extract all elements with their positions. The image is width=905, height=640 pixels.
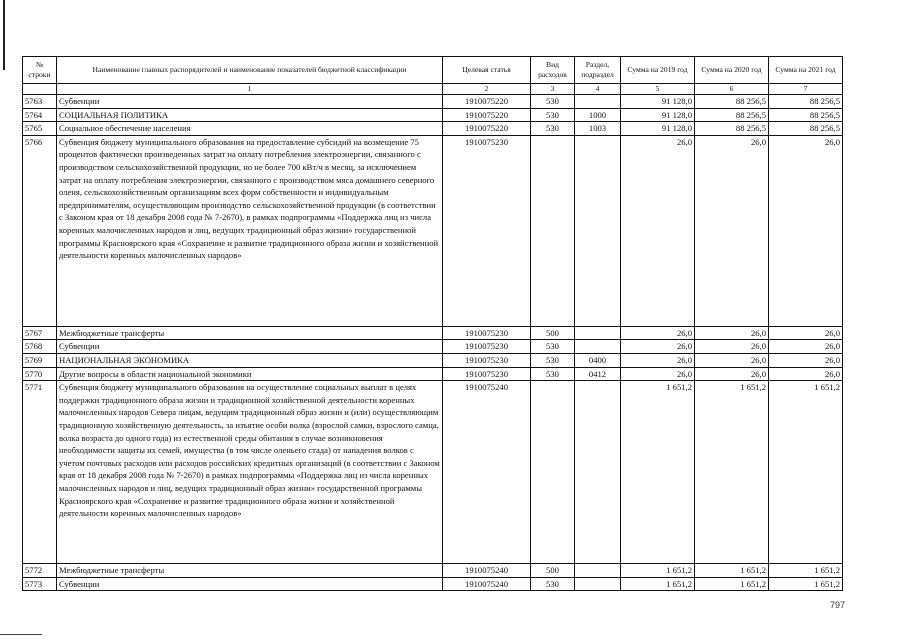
row-sum-2019: 91 128,0 [621,95,695,109]
header-section: Раздел, подраздел [575,57,621,84]
row-section [575,564,621,578]
row-sum-2021: 1 651,2 [769,564,843,578]
row-section: 0412 [575,367,621,381]
row-sum-2021: 26,0 [769,135,843,326]
column-index: 3 [531,84,575,95]
header-expense-type: Вид расходов [531,57,575,84]
row-name: Социальное обеспечение населения [57,122,443,136]
row-sum-2021: 1 651,2 [769,577,843,591]
header-row-number: № строки [23,57,57,84]
row-section: 1000 [575,108,621,122]
row-sum-2020: 1 651,2 [695,564,769,578]
margin-rule [3,0,5,70]
row-number: 5765 [23,122,57,136]
row-target-article: 1910075220 [443,95,531,109]
column-index: 5 [621,84,695,95]
table-row [23,564,843,578]
row-target-article: 1910075230 [443,353,531,367]
column-index: 7 [769,84,843,95]
row-name: НАЦИОНАЛЬНАЯ ЭКОНОМИКА [57,353,443,367]
row-expense-type: 500 [531,564,575,578]
row-number: 5772 [23,564,57,578]
row-expense-type: 500 [531,326,575,340]
header-sum-2019: Сумма на 2019 год [621,57,695,84]
row-section [575,577,621,591]
table-row [23,367,843,381]
row-sum-2021: 26,0 [769,353,843,367]
header-sum-2020: Сумма на 2020 год [695,57,769,84]
row-section [575,95,621,109]
row-section [575,340,621,354]
row-sum-2020: 1 651,2 [695,381,769,564]
row-expense-type: 530 [531,122,575,136]
row-sum-2019: 26,0 [621,340,695,354]
row-target-article: 1910075230 [443,367,531,381]
row-section: 0400 [575,353,621,367]
row-number: 5770 [23,367,57,381]
row-sum-2021: 88 256,5 [769,108,843,122]
row-target-article: 1910075240 [443,577,531,591]
row-sum-2021: 1 651,2 [769,381,843,564]
table-row [23,122,843,136]
row-name: Субвенции [57,95,443,109]
row-target-article: 1910075240 [443,564,531,578]
row-number: 5764 [23,108,57,122]
row-expense-type: 530 [531,340,575,354]
row-section [575,381,621,564]
footer-rule [0,634,42,635]
row-section: 1003 [575,122,621,136]
row-sum-2021: 26,0 [769,326,843,340]
row-number: 5769 [23,353,57,367]
row-sum-2020: 1 651,2 [695,577,769,591]
row-sum-2020: 26,0 [695,326,769,340]
row-name: Субвенции [57,577,443,591]
column-index-row [23,84,843,95]
row-sum-2021: 88 256,5 [769,95,843,109]
row-sum-2019: 1 651,2 [621,577,695,591]
table-row [23,340,843,354]
row-sum-2019: 91 128,0 [621,108,695,122]
row-name: СОЦИАЛЬНАЯ ПОЛИТИКА [57,108,443,122]
row-expense-type: 530 [531,367,575,381]
row-expense-type: 530 [531,95,575,109]
row-sum-2020: 26,0 [695,353,769,367]
header-target-article: Целевая статья [443,57,531,84]
row-sum-2020: 26,0 [695,135,769,326]
row-sum-2019: 26,0 [621,135,695,326]
table-row [23,108,843,122]
column-index: 6 [695,84,769,95]
row-expense-type: 530 [531,108,575,122]
row-target-article: 1910075230 [443,135,531,326]
column-index: 4 [575,84,621,95]
column-index [23,84,57,95]
row-sum-2019: 1 651,2 [621,564,695,578]
row-sum-2020: 26,0 [695,367,769,381]
row-expense-type: 530 [531,353,575,367]
row-sum-2019: 26,0 [621,367,695,381]
header-sum-2021: Сумма на 2021 год [769,57,843,84]
table-row [23,353,843,367]
table-row [23,95,843,109]
row-target-article: 1910075220 [443,108,531,122]
row-sum-2021: 26,0 [769,367,843,381]
row-number: 5771 [23,381,57,564]
table-row [23,135,843,326]
page-number: 797 [830,600,846,610]
row-number: 5766 [23,135,57,326]
row-sum-2020: 26,0 [695,340,769,354]
row-section [575,326,621,340]
row-expense-type [531,135,575,326]
row-number: 5773 [23,577,57,591]
column-index: 1 [57,84,443,95]
row-sum-2021: 26,0 [769,340,843,354]
row-section [575,135,621,326]
row-name: Субвенция бюджету муниципального образования на предоставление субсидий на возмещение 75 процентов фактически произведенных затрат на оплату потребления электроэнергии, связанного с производством сельскохозяйственной продукции, но не более 700 кВт/ч в месяц, за исключением затрат на оплату потребления электроэнергии, связанного с производством мяса домашнего северного оленя, сельскохозяйственным организациям всех форм собственности и индивидуальным предпринимателям, осуществляющим производство сельскохозяйственной продукции (в соответствии с Законом края от 18 декабря 2008 года № 7-2670), в рамках подпрограммы «Поддержка лиц из числа коренных малочисленных народов и лиц, ведущих традиционный образ жизни» государственной программы Красноярского края «Сохранение и развитие традиционного образа жизни и хозяйственной деятельности коренных малочисленных народов» [57,135,443,326]
header-name: Наименование главных распорядителей и наименование показателей бюджетной классификации [57,57,443,84]
row-number: 5767 [23,326,57,340]
row-expense-type: 530 [531,577,575,591]
row-expense-type [531,381,575,564]
row-sum-2020: 88 256,5 [695,95,769,109]
row-number: 5763 [23,95,57,109]
budget-table [22,56,843,591]
row-name: Субвенции [57,340,443,354]
row-name: Межбюджетные трансферты [57,564,443,578]
table-row [23,577,843,591]
column-index: 2 [443,84,531,95]
table-header-row [23,57,843,84]
row-name: Субвенция бюджету муниципального образования на осуществление социальных выплат в целях поддержки традиционного образа жизни и традиционной хозяйственной деятельности коренных малочисленных народов Севера лицам, ведущим традиционный образ жизни и (или) осуществляющим традиционную хозяйственную деятельность, за изъятие особи волка (взрослой самки, взрослого самца, волка возраста до одного года) из естественной среды обитания в случае возникновения необходимости защиты их семей, имущества (в том числе оленьего стада) от нападения волков с учетом почтовых расходов или расходов российских кредитных организаций (в соответствии с Законом края от 18 декабря 2008 года № 7-2670) в рамках подпрограммы «Поддержка лиц из числа коренных малочисленных народов и лиц, ведущих традиционный образ жизни» государственной программы Красноярского края «Сохранение и развитие традиционного образа жизни и хозяйственной деятельности коренных малочисленных народов» [57,381,443,564]
row-sum-2020: 88 256,5 [695,108,769,122]
row-target-article: 1910075230 [443,326,531,340]
row-sum-2019: 1 651,2 [621,381,695,564]
row-sum-2019: 26,0 [621,353,695,367]
row-target-article: 1910075230 [443,340,531,354]
row-number: 5768 [23,340,57,354]
table-row [23,381,843,564]
table-row [23,326,843,340]
row-target-article: 1910075220 [443,122,531,136]
row-sum-2019: 91 128,0 [621,122,695,136]
row-name: Межбюджетные трансферты [57,326,443,340]
row-sum-2021: 88 256,5 [769,122,843,136]
row-name: Другие вопросы в области национальной экономики [57,367,443,381]
row-target-article: 1910075240 [443,381,531,564]
row-sum-2019: 26,0 [621,326,695,340]
row-sum-2020: 88 256,5 [695,122,769,136]
